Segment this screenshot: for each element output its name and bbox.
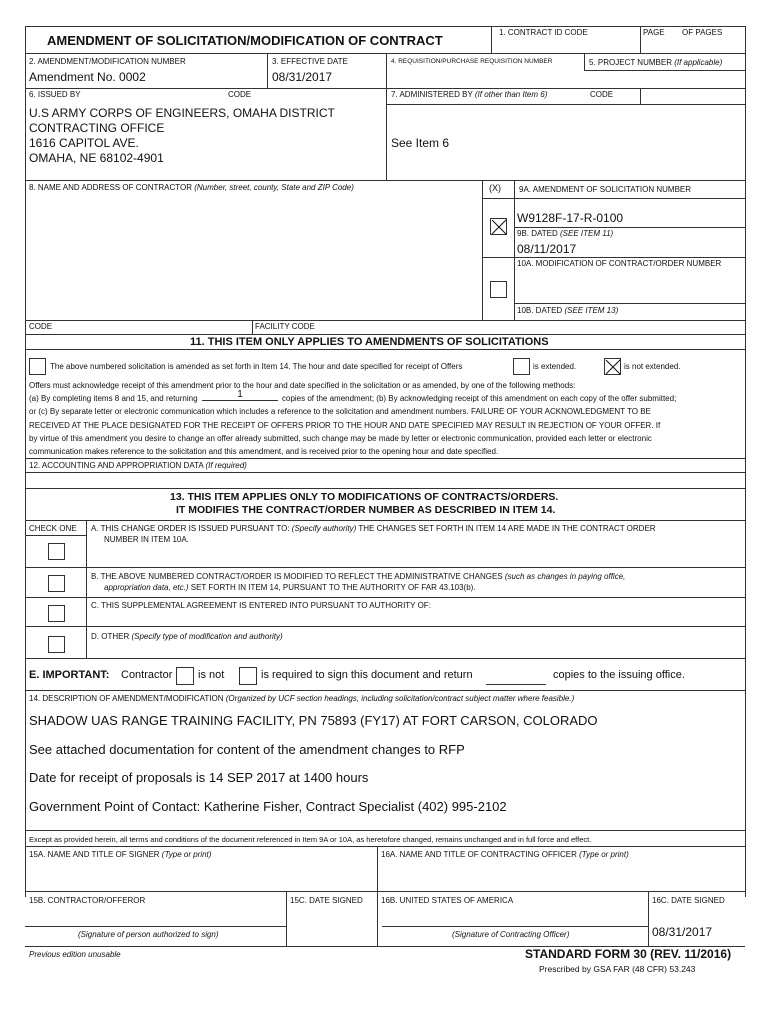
issued-code-label: CODE xyxy=(228,90,252,99)
standard-form-label: STANDARD FORM 30 (REV. 11/2016) xyxy=(525,947,732,961)
item11-para5: by virtue of this amendment you desire to change an offer already submitted, such change may be made by letter or electronic communication, provided each letter or electronic xyxy=(29,434,652,443)
item9b-value[interactable]: 08/11/2017 xyxy=(517,242,577,256)
item10a-checkbox[interactable] xyxy=(490,281,507,298)
officer-signature-caption: (Signature of Contracting Officer) xyxy=(452,930,570,939)
check-one-label: CHECK ONE xyxy=(29,524,77,533)
item13d-text: D. OTHER (Specify type of modification and authority) xyxy=(91,632,283,641)
description-line2[interactable]: See attached documentation for content of the amendment changes to RFP xyxy=(29,742,465,757)
requisition-label: 4. REQUISITION/PURCHASE REQUISITION NUMBER xyxy=(391,58,553,65)
x-column-label: (X) xyxy=(489,183,501,193)
item11-heading: 11. THIS ITEM ONLY APPLIES TO AMENDMENTS OF SOLICITATIONS xyxy=(190,336,549,348)
administered-by-value[interactable]: See Item 6 xyxy=(391,136,450,150)
item13b-checkbox[interactable] xyxy=(48,575,65,592)
item13b-text: B. THE ABOVE NUMBERED CONTRACT/ORDER IS MODIFIED TO REFLECT THE ADMINISTRATIVE CHANGES (such as changes in paying office, xyxy=(91,572,626,581)
description-line1[interactable]: SHADOW UAS RANGE TRAINING FACILITY, PN 75893 (FY17) AT FORT CARSON, COLORADO xyxy=(29,713,598,728)
item13c-checkbox[interactable] xyxy=(48,605,65,622)
item11-para4: RECEIVED AT THE PLACE DESIGNATED FOR THE RECEIPT OF OFFERS PRIOR TO THE HOUR AND DATE SPECIFIED MAY RESULT IN REJECTION OF YOUR OFFER. If xyxy=(29,421,661,430)
important-copies: copies to the issuing office. xyxy=(553,669,685,681)
item11-para1: Offers must acknowledge receipt of this amendment prior to the hour and date specified in the solicitation or as amended, by one of the following methods: xyxy=(29,381,576,390)
item9a-label: 9A. AMENDMENT OF SOLICITATION NUMBER xyxy=(519,185,692,194)
important-is-not: is not xyxy=(198,669,225,681)
item16b-label: 16B. UNITED STATES OF AMERICA xyxy=(381,896,514,905)
is-not-checkbox[interactable] xyxy=(176,667,194,685)
contractor-code-label: CODE xyxy=(29,322,53,331)
item12-label: 12. ACCOUNTING AND APPROPRIATION DATA (If required) xyxy=(29,461,247,470)
item9a-checkbox[interactable] xyxy=(490,218,507,235)
except-statement: Except as provided herein, all terms and conditions of the document referenced in Item 9A or 10A, as heretofore changed, remains unchanged and in full force and effect. xyxy=(29,835,592,844)
is-not-extended-label: is not extended. xyxy=(624,362,681,371)
contractor-label: 8. NAME AND ADDRESS OF CONTRACTOR (Number, street, county, State and ZIP Code) xyxy=(29,183,354,192)
project-number-label: 5. PROJECT NUMBER (If applicable) xyxy=(589,58,723,67)
not-extended-checkbox[interactable] xyxy=(604,358,621,375)
item9b-label: 9B. DATED (SEE ITEM 11) xyxy=(517,229,614,238)
item15a-label: 15A. NAME AND TITLE OF SIGNER (Type or print) xyxy=(29,850,212,859)
facility-code-label: FACILITY CODE xyxy=(255,322,315,331)
item11-para6: communication makes reference to the solicitation and this amendment, and is received prior to the opening hour and date specified. xyxy=(29,447,499,456)
item14-label: 14. DESCRIPTION OF AMENDMENT/MODIFICATION (Organized by UCF section headings, including solicitation/contract subject matter where feasible.) xyxy=(29,694,575,703)
item15c-label: 15C. DATE SIGNED xyxy=(290,896,363,905)
description-line4[interactable]: Government Point of Contact: Katherine Fisher, Contract Specialist (402) 995-2102 xyxy=(29,799,507,814)
item16a-label: 16A. NAME AND TITLE OF CONTRACTING OFFICER (Type or print) xyxy=(381,850,629,859)
amended-checkbox[interactable] xyxy=(29,358,46,375)
effective-date-value[interactable]: 08/31/2017 xyxy=(272,70,333,84)
previous-edition-note: Previous edition unusable xyxy=(29,950,121,959)
effective-date-label: 3. EFFECTIVE DATE xyxy=(272,57,348,66)
issued-by-address[interactable]: U.S ARMY CORPS OF ENGINEERS, OMAHA DISTRICT CONTRACTING OFFICE 1616 CAPITOL AVE. OMAHA, NE 68102-4901 xyxy=(29,106,335,165)
item13c-text: C. THIS SUPPLEMENTAL AGREEMENT IS ENTERED INTO PURSUANT TO AUTHORITY OF: xyxy=(91,601,431,610)
prescribed-by-label: Prescribed by GSA FAR (48 CFR) 53.243 xyxy=(539,964,696,974)
item13b-text2: appropriation data, etc.) SET FORTH IN ITEM 14, PURSUANT TO THE AUTHORITY OF FAR 43.103(b). xyxy=(104,583,476,592)
description-line3[interactable]: Date for receipt of proposals is 14 SEP 2017 at 1400 hours xyxy=(29,770,369,785)
item13d-checkbox[interactable] xyxy=(48,636,65,653)
important-label: E. IMPORTANT: xyxy=(29,669,110,681)
important-contractor: Contractor xyxy=(121,669,173,681)
of-pages-label: OF PAGES xyxy=(682,28,723,37)
is-required-checkbox[interactable] xyxy=(239,667,257,685)
date-signed-value[interactable]: 08/31/2017 xyxy=(652,925,713,939)
important-is-required: is required to sign this document and return xyxy=(261,669,473,681)
item11-para3: or (c) By separate letter or electronic communication which includes a reference to the solicitation and amendment numbers. FAILURE OF YOUR ACKNOWLEDGMENT TO BE xyxy=(29,407,651,416)
is-extended-label: is extended. xyxy=(533,362,577,371)
item13-heading1: 13. THIS ITEM APPLIES ONLY TO MODIFICATIONS OF CONTRACTS/ORDERS. xyxy=(170,491,559,503)
item10a-label: 10A. MODIFICATION OF CONTRACT/ORDER NUMBER xyxy=(517,259,722,268)
item11-para2b: copies of the amendment; (b) By acknowledging receipt of this amendment on each copy of the offer submitted; xyxy=(282,394,677,403)
administered-by-label: 7. ADMINISTERED BY (If other than Item 6) xyxy=(391,90,548,99)
item13-heading2: IT MODIFIES THE CONTRACT/ORDER NUMBER AS DESCRIBED IN ITEM 14. xyxy=(176,504,556,516)
extended-checkbox[interactable] xyxy=(513,358,530,375)
form-title: AMENDMENT OF SOLICITATION/MODIFICATION OF CONTRACT xyxy=(47,33,443,48)
item13a-checkbox[interactable] xyxy=(48,543,65,560)
item10b-label: 10B. DATED (SEE ITEM 13) xyxy=(517,306,619,315)
item11-line1: The above numbered solicitation is amended as set forth in Item 14. The hour and date specified for receipt of Offers xyxy=(50,362,463,371)
contractor-signature-caption: (Signature of person authorized to sign) xyxy=(78,930,219,939)
item13a-text2: NUMBER IN ITEM 10A. xyxy=(104,535,189,544)
issued-by-label: 6. ISSUED BY xyxy=(29,90,81,99)
item16c-label: 16C. DATE SIGNED xyxy=(652,896,725,905)
item13a-text: A. THIS CHANGE ORDER IS ISSUED PURSUANT TO: (Specify authority) THE CHANGES SET FORTH IN ITEM 14 ARE MADE IN THE CONTRACT ORDER xyxy=(91,524,656,533)
amendment-number-label: 2. AMENDMENT/MODIFICATION NUMBER xyxy=(29,57,186,66)
amendment-number-value[interactable]: Amendment No. 0002 xyxy=(29,70,146,84)
item9a-value[interactable]: W9128F-17-R-0100 xyxy=(517,211,624,225)
contract-id-label: 1. CONTRACT ID CODE xyxy=(499,28,588,37)
copies-blank[interactable] xyxy=(486,684,546,685)
item15b-label: 15B. CONTRACTOR/OFFEROR xyxy=(29,896,146,905)
page-label: PAGE xyxy=(643,28,665,37)
item11-para2a: (a) By completing items 8 and 15, and returning xyxy=(29,394,198,403)
administered-code-label: CODE xyxy=(590,90,614,99)
copies-returned-value[interactable]: 1 xyxy=(202,389,278,401)
